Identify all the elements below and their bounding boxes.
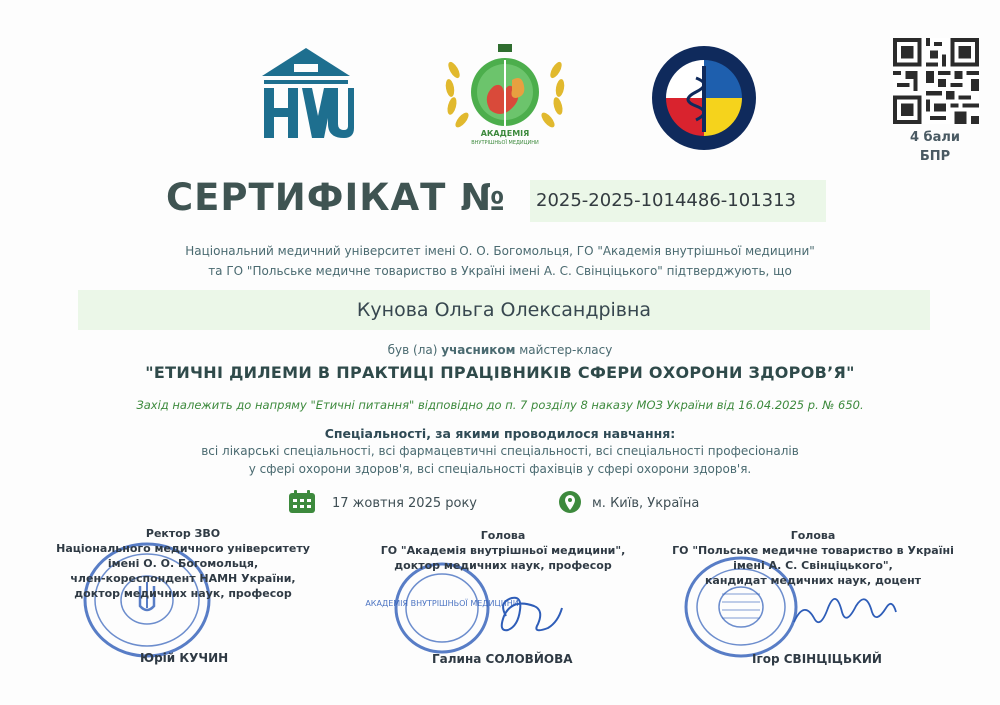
signatory-line: ГО "Академія внутрішньої медицини", xyxy=(380,544,626,557)
role-bold: учасником xyxy=(441,343,516,357)
signatory-2-title xyxy=(358,528,648,573)
signatory-line: доктор медичних наук, професор xyxy=(74,587,292,600)
participant-role xyxy=(0,343,1000,357)
signatory-line: доктор медичних наук, професор xyxy=(394,559,612,572)
certificate-number: 2025-2025-1014486-101313 xyxy=(536,190,796,211)
role-prefix: був (ла) xyxy=(387,343,438,357)
signatory-line: член-кореспондент НАМН України, xyxy=(70,572,296,585)
points-value: 4 бали xyxy=(909,130,961,145)
course-title: "ЕТИЧНІ ДИЛЕМИ В ПРАКТИЦІ ПРАЦІВНИКІВ СФЕРИ ОХОРОНИ ЗДОРОВ’Я" xyxy=(145,363,855,382)
signatory-1-title xyxy=(30,526,336,601)
role-suffix: майстер-класу xyxy=(519,343,613,357)
signatory-line: імені А. С. Свінціцького", xyxy=(733,559,893,572)
signatory-3-name: Ігор СВІНЦІЦЬКИЙ xyxy=(752,652,882,666)
participant-name: Кунова Ольга Олександрівна xyxy=(356,299,652,321)
signatory-line: Голова xyxy=(790,529,836,542)
intro-line-2: та ГО "Польське медичне товариство в Україні імені А. С. Свінціцького" підтверджують, що xyxy=(208,264,792,278)
nmu-logo xyxy=(258,46,354,144)
signatory-line: Голова xyxy=(480,529,526,542)
signatory-2-name: Галина СОЛОВЙОВА xyxy=(432,652,573,666)
event-date: 17 жовтня 2025 року xyxy=(332,496,477,511)
academy-subtitle: ВНУТРІШНЬОЇ МЕДИЦИНИ xyxy=(471,140,539,146)
signatory-line: імені О. О. Богомольця, xyxy=(107,557,259,570)
signatory-line: Ректор ЗВО xyxy=(145,527,221,540)
location-pin-icon xyxy=(558,490,582,516)
specialties-title: Спеціальності, за якими проводилося навчання: xyxy=(324,426,676,441)
specialties-line-1: всі лікарські спеціальності, всі фармацевтичні спеціальності, всі спеціальності професіоналів xyxy=(201,444,799,458)
qr-code-icon[interactable] xyxy=(893,38,979,124)
signatory-line: Національного медичного університету xyxy=(56,542,310,555)
signatory-1-name: Юрій КУЧИН xyxy=(140,651,229,665)
academy-logo xyxy=(440,40,570,152)
certificate-title: СЕРТИФІКАТ № xyxy=(166,176,506,219)
signatory-3-title xyxy=(640,528,986,588)
signatory-line: ГО "Польське медичне товариство в Україні xyxy=(672,544,954,557)
academy-name: АКАДЕМІЯ xyxy=(480,129,530,138)
specialties-line-2: у сфері охорони здоров'я, всі спеціальності фахівців у сфері охорони здоров'я. xyxy=(248,462,752,476)
points-label xyxy=(880,128,990,166)
event-place: м. Київ, Україна xyxy=(592,496,700,511)
intro-line-1: Національний медичний університет імені О. О. Богомольця, ГО "Академія внутрішньої медицини" xyxy=(185,244,815,258)
points-unit: БПР xyxy=(919,149,951,164)
signatory-line: кандидат медичних наук, доцент xyxy=(704,574,922,587)
event-note: Захід належить до напряму "Етичні питання" відповідно до п. 7 розділу 8 наказу МОЗ України від 16.04.2025 р. № 650. xyxy=(136,398,864,412)
signature-svintsitskyi xyxy=(790,588,900,648)
signature-solovyova xyxy=(486,586,566,646)
ptm-logo xyxy=(650,44,758,152)
academy-stamp-text: АКАДЕМІЯ ВНУТРІШНЬОЇ МЕДИЦИНИ xyxy=(365,599,519,608)
calendar-icon xyxy=(288,490,316,514)
